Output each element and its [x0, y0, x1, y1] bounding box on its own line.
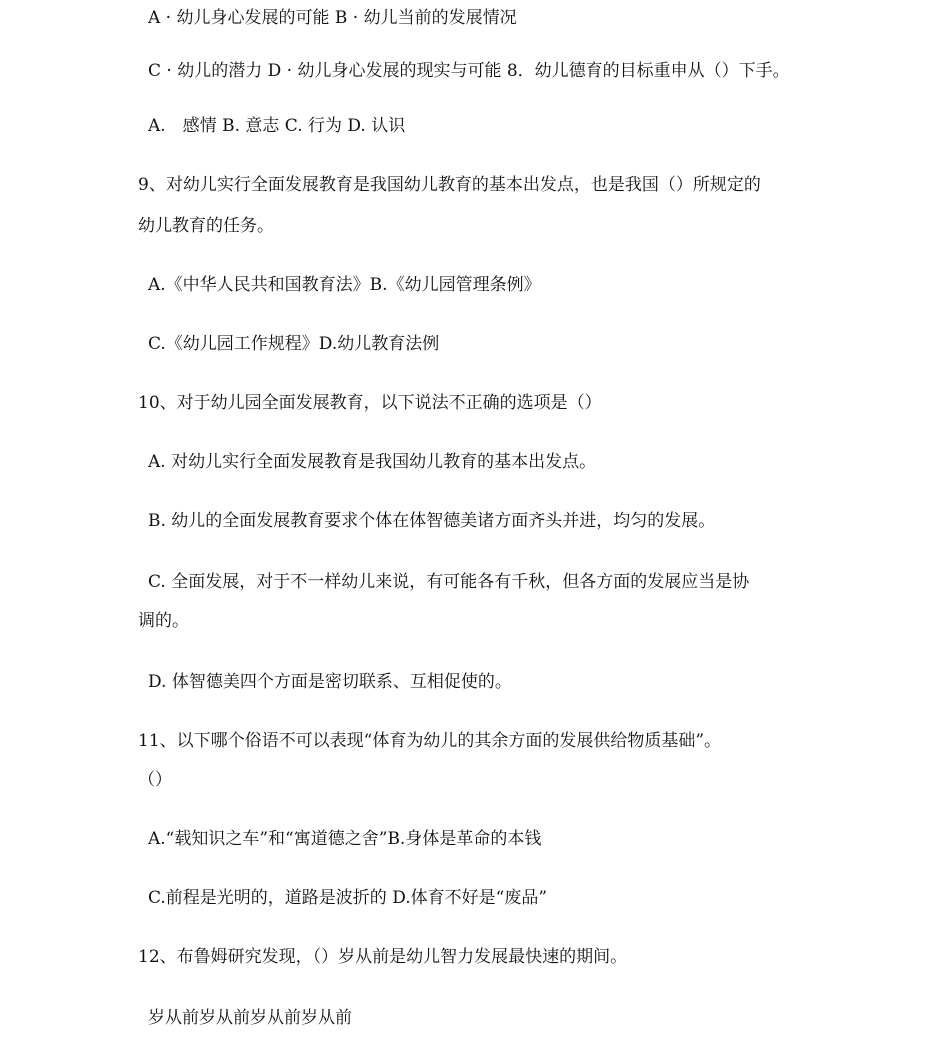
q11-stem: 11、以下哪个俗语不可以表现“体育为幼儿的其余方面的发展供给物质基础”。	[138, 731, 722, 751]
q10-option-c-cont: 调的。	[138, 611, 189, 631]
q10-stem: 10、对于幼儿园全面发展教育，以下说法不正确的选项是（）	[138, 393, 602, 413]
q9-stem-cont: 幼儿教育的任务。	[138, 216, 274, 236]
q11-options-cd: C.前程是光明的，道路是波折的 D.体育不好是“废品”	[148, 888, 548, 908]
q7-options-cd-q8-stem: C · 幼儿的潜力 D · 幼儿身心发展的现实与可能 8．幼儿德育的目标重申从（）下手。	[148, 61, 790, 81]
q10-option-c: C. 全面发展，对于不一样幼儿来说，有可能各有千秋，但各方面的发展应当是协	[148, 572, 750, 592]
q9-options-ab: A.《中华人民共和国教育法》B.《幼儿园管理条例》	[148, 275, 541, 295]
q8-options: A. 感情 B. 意志 C. 行为 D. 认识	[148, 116, 406, 136]
q10-option-b: B. 幼儿的全面发展教育要求个体在体智德美诸方面齐头并进，均匀的发展。	[148, 511, 716, 531]
q7-options-ab: A · 幼儿身心发展的可能 B · 幼儿当前的发展情况	[148, 8, 517, 28]
q9-stem: 9、对幼儿实行全面发展教育是我国幼儿教育的基本出发点，也是我国（）所规定的	[138, 175, 761, 195]
q12-options: 岁从前岁从前岁从前岁从前	[148, 1008, 352, 1028]
q9-options-cd: C.《幼儿园工作规程》D.幼儿教育法例	[148, 334, 440, 354]
q11-stem-cont: （）	[138, 770, 172, 790]
q11-options-ab: A.“载知识之车”和“寓道德之舍”B.身体是革命的本钱	[148, 829, 542, 849]
q12-stem: 12、布鲁姆研究发现，（）岁从前是幼儿智力发展最快速的期间。	[138, 947, 628, 967]
q10-option-a: A. 对幼儿实行全面发展教育是我国幼儿教育的基本出发点。	[148, 452, 597, 472]
q10-option-d: D. 体智德美四个方面是密切联系、互相促使的。	[148, 672, 512, 692]
